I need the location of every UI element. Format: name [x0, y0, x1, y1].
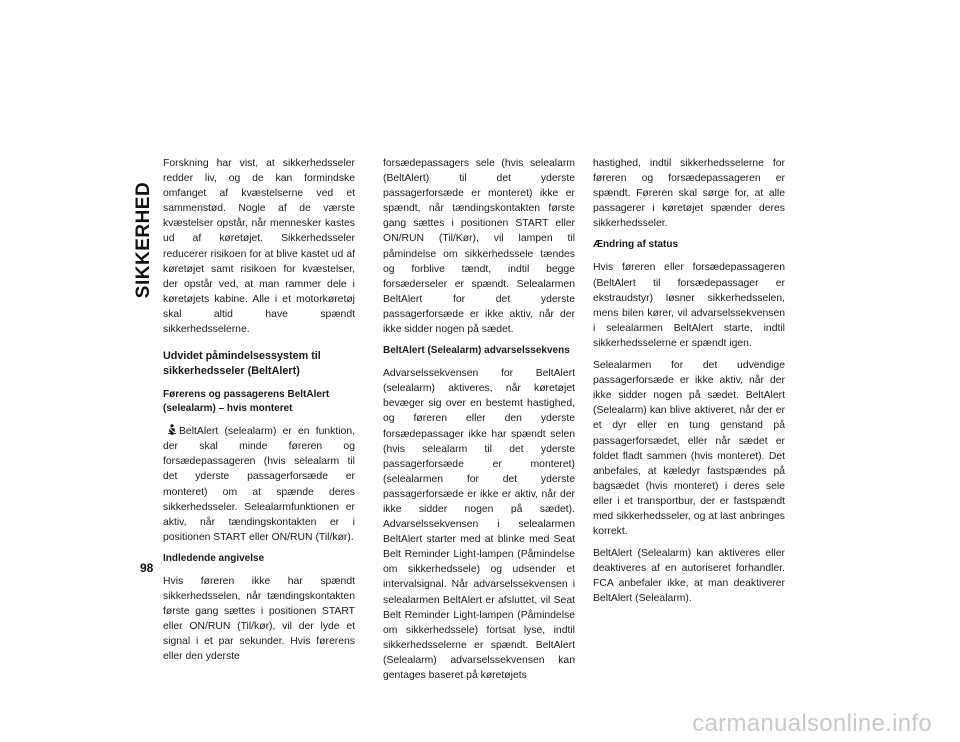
- paragraph-passenger-light: forsædepassagers sele (hvis selealarm (BeltAlert) til det yderste passagerforsæde er monteret) ikke er spændt, når tændingskontakten første gang sættes i positionen START eller ON/RUN (Til/Kør), vil lampen til påmindelse om sikkerhedssele tændes og forblive tændt, indtil begge forsæderseler er spændt. Selealarmen BeltAlert for det yderste passagerforsæde er ikke aktiv, når der ikke sidder nogen på sædet.: [383, 158, 575, 336]
- text-column-3: [593, 156, 785, 614]
- seatbelt-icon: [167, 424, 177, 435]
- beltalert-text: BeltAlert (selealarm) er en funktion, der skal minde føreren og forsædepassageren (hvis selealarm til det yderste passagerforsæde er monteret) om at spænde deres sikkerhedsseler. Selealarmfunktionen er aktiv, når tændingskontakten er i positionen START eller ON/RUN (Til/kør).: [163, 426, 355, 543]
- section-side-label: [129, 165, 159, 315]
- heading-change-of-status: Ændring af status: [593, 239, 679, 251]
- heading-warning-sequence: BeltAlert (Selealarm) advarselssekvens: [383, 345, 570, 357]
- paragraph-warning-sequence: Advarselssekvensen for BeltAlert (selealarm) aktiveres, når køretøjet bevæger sig over en bestemt hastighed, og føreren eller den yderste forsædepassager ikke har spændt selen (hvis selealarm til det yderste passagerforsæde er monteret) (selealarmen for det yderste passagerforsæde er ikke er aktiv, når der ikke sidder nogen på sædet). Advarselssekvensen i selealarmen BeltAlert starter med at blinke med Seat Belt Reminder Light-lampen (Påmindelse om sikkerhedssele) og udsender et intervalsignal. Når advarselssekvensen i selealarmen BeltAlert er afsluttet, vil Seat Belt Reminder Light-lampen (Påmindelse om sikkerhedssele) fortsat lyse, indtil sikkerhedsselerne er spændt. BeltAlert (Selealarm) advarselssekvensen kan gentages baseret på køretøjets: [383, 368, 575, 681]
- paragraph-beltalert-description: [163, 424, 355, 545]
- heading-initial-indication: Indledende angivelse: [163, 552, 265, 564]
- page-number: 98: [140, 561, 154, 575]
- text-column-2: [383, 156, 575, 690]
- paragraph-speed: hastighed, indtil sikkerhedsselerne for føreren og forsædepassageren er spændt. Føreren skal sørge for, at alle passagerer i køretøjet spænder deres sikkerhedsseler.: [593, 158, 785, 230]
- paragraph-passenger-seat: Selealarmen for det udvendige passagerforsæde er ikke aktiv, når der ikke sidder nogen på sædet. BeltAlert (Selealarm) kan blive aktiveret, når der er et dyr eller en tung genstand på passagerforsædet, eller når sædet er foldet fladt sammen (hvis monteret). Det anbefales, at kæledyr fastspændes på bagsædet (hvis monteret) i deres sele eller i et transportbur, der er fastspændt med sikkerhedsseler, og at last anbringes korrekt.: [593, 360, 785, 538]
- paragraph-intro: Forskning har vist, at sikkerhedsseler redder liv, og de kan formindske omfanget af kvæstelserne ved et sammenstød. Nogle af de værste kvæstelser opstår, når mennesker kastes ud af køretøjet. Sikkerhedsseler reducerer risikoen for at blive kastet ud af køretøjet samt risikoen for kvæstelser, der opstår ved, at man rammer dele i køretøjets kabine. Alle i et motorkøretøj skal altid have spændt sikkerhedsselerne.: [163, 158, 355, 336]
- section-title: SIKKERHED: [133, 181, 154, 299]
- watermark: carmanualsonline.info: [692, 710, 932, 737]
- paragraph-change-of-status: Hvis føreren eller forsædepassageren (BeltAlert til forsædepassager er ekstraudstyr) løsner sikkerhedsselen, mens bilen kører, vil advarselssekvensen i selealarmen BeltAlert starte, indtil sikkerhedsselerne er spændt igen.: [593, 262, 785, 349]
- paragraph-initial-indication: Hvis føreren ikke har spændt sikkerhedsselen, når tændingskontakten første gang sættes i positionen START eller ON/RUN (Til/kør), vil der lyde et signal i et par sekunder. Hvis førerens eller den yderste: [163, 575, 355, 663]
- heading-driver-passenger-beltalert: Førerens og passagerens BeltAlert (selealarm) – hvis monteret: [163, 389, 330, 415]
- heading-beltalert-system: Udvidet påmindelsessystem til sikkerhedsseler (BeltAlert): [163, 350, 321, 378]
- paragraph-dealer: BeltAlert (Selealarm) kan aktiveres eller deaktiveres af en autoriseret forhandler. FCA anbefaler ikke, at man deaktiverer BeltAlert (Selealarm).: [593, 548, 785, 605]
- text-column-1: [163, 156, 355, 671]
